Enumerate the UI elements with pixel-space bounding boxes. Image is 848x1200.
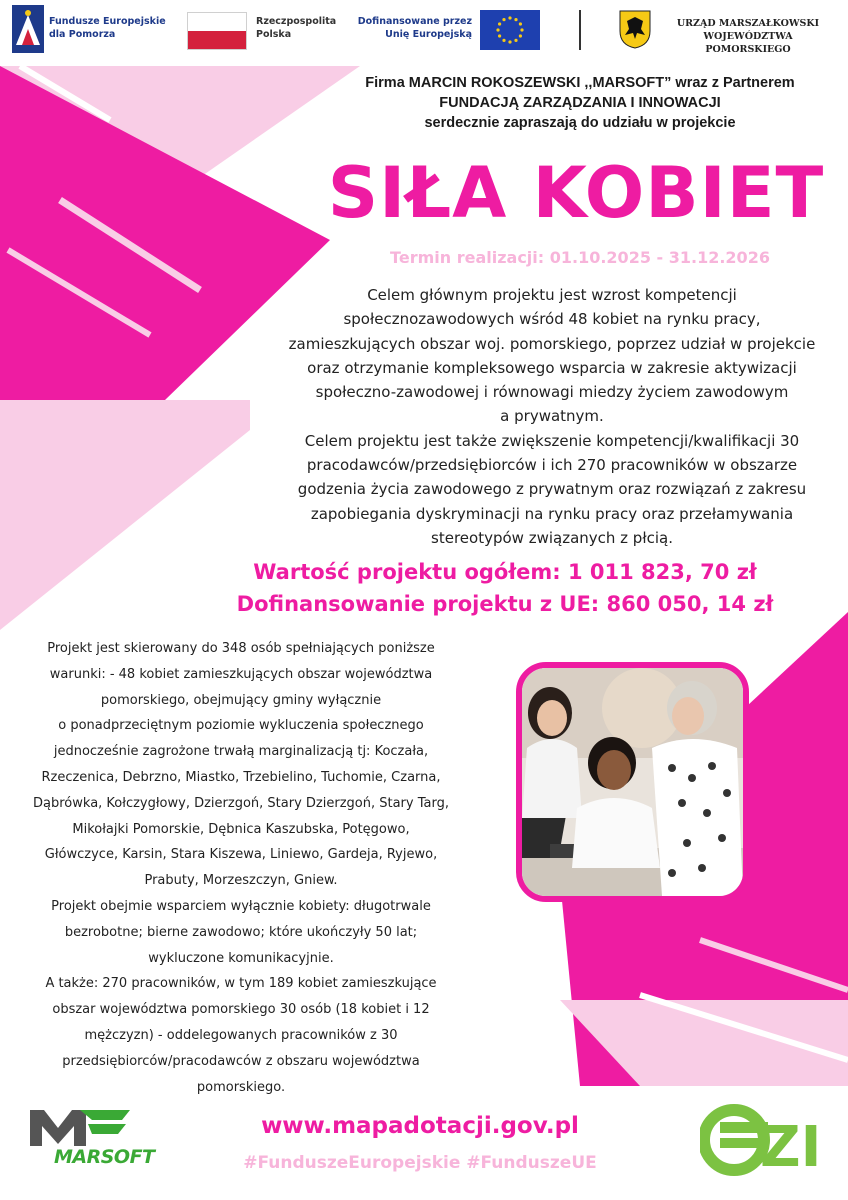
website-url[interactable]: www.mapadotacji.gov.pl xyxy=(261,1113,579,1139)
details-line: Dąbrówka, Kołczygłowy, Dzierzgoń, Stary Dzierzgoń, Stary Targ, xyxy=(33,795,449,811)
marshal-office-line2: WOJEWÓDZTWA POMORSKIEGO xyxy=(703,31,793,55)
poland-line2: Polska xyxy=(256,29,292,40)
logo-bar xyxy=(0,0,848,66)
eu-funds-line2: dla Pomorza xyxy=(49,29,116,40)
eu-cofinanced-text xyxy=(356,15,472,41)
goal-line: zamieszkujących obszar woj. pomorskiego, poprzez udział w projekcie xyxy=(288,334,816,353)
eu-funds-line1: Fundusze Europejskie xyxy=(49,16,166,27)
intro-line3: serdecznie zapraszają do udziału w projekcie xyxy=(424,115,736,131)
eu-flag-icon xyxy=(480,10,540,50)
project-details xyxy=(8,636,474,1100)
marshal-office-line1: URZĄD MARSZAŁKOWSKI xyxy=(676,18,820,29)
intro-text xyxy=(320,73,840,133)
goal-line: oraz otrzymanie kompleksowego wsparcia w zakresie aktywizacji xyxy=(307,358,797,377)
goal-line: godzenia życia zawodowego z prywatnym oraz rozwiązań z zakresu xyxy=(297,480,807,499)
eu-funds-logo-text xyxy=(49,15,166,41)
details-line: Prabuty, Morzeszczyn, Gniew. xyxy=(144,873,338,889)
poland-logo-text xyxy=(256,15,336,41)
eu-cofinanced-line1: Dofinansowane przez xyxy=(357,16,472,27)
goal-line: stereotypów związanych z płcią. xyxy=(431,528,673,547)
goal-line: zapobiegania dyskryminacji na rynku pracy oraz przełamywania xyxy=(310,504,794,523)
photo-illustration xyxy=(522,668,743,896)
details-line: pomorskiego, obejmujący gminy wyłącznie xyxy=(100,692,382,708)
goal-line: a prywatnym. xyxy=(500,407,604,426)
poland-line1: Rzeczpospolita xyxy=(256,16,337,27)
details-line: przedsiębiorców/pracodawców z obszaru województwa xyxy=(62,1053,420,1069)
goal-line: społecznozawodowych wśród 48 kobiet na rynku pracy, xyxy=(343,310,761,329)
details-line: Mikołajki Pomorskie, Dębnica Kaszubska, Potęgowo, xyxy=(72,821,410,837)
details-line: Rzeczenica, Debrzno, Miastko, Trzebielino, Tuchomie, Czarna, xyxy=(41,769,441,785)
details-line: A także: 270 pracowników, w tym 189 kobiet zamieszkujące xyxy=(45,976,437,992)
eu-funding-value: Dofinansowanie projektu z UE: 860 050, 14 zł xyxy=(236,592,774,616)
women-photo xyxy=(516,662,749,902)
poland-flag-icon xyxy=(187,12,247,50)
details-line: bezrobotne; bierne zawodowo; które ukończyły 50 lat; xyxy=(64,924,418,940)
details-line: pomorskiego. xyxy=(196,1079,286,1095)
project-title: SIŁA KOBIET xyxy=(327,152,825,234)
total-value: Wartość projektu ogółem: 1 011 823, 70 zł xyxy=(253,560,757,584)
details-line: o ponadprzeciętnym poziomie wykluczenia społecznego xyxy=(58,718,424,734)
eu-funds-logo-icon xyxy=(12,5,44,53)
goal-line: Celem projektu jest także zwiększenie kompetencji/kwalifikacji 30 xyxy=(304,431,800,450)
details-line: Główczyce, Karsin, Stara Kiszewa, Liniewo, Gardeja, Ryjewo, xyxy=(44,847,438,863)
fzi-logo-text: ZI xyxy=(760,1115,822,1176)
details-line: obszar województwa pomorskiego 30 osób (18 kobiet i 12 xyxy=(52,1002,430,1018)
intro-line2: FUNDACJĄ ZARZĄDZANIA I INNOWACJI xyxy=(439,95,721,111)
project-values xyxy=(195,556,815,620)
marsoft-logo-icon xyxy=(30,1102,140,1150)
eu-cofinanced-line2: Unię Europejską xyxy=(385,29,472,40)
goal-line: Celem głównym projektu jest wzrost kompetencji xyxy=(367,286,737,304)
hashtags: #FunduszeEuropejskie #FunduszeUE xyxy=(243,1153,597,1173)
fzi-logo-icon xyxy=(700,1104,828,1176)
project-goal xyxy=(262,283,842,550)
intro-line1: Firma MARCIN ROKOSZEWSKI ,,MARSOFT” wraz z Partnerem xyxy=(365,75,795,91)
logo-divider xyxy=(579,10,581,50)
goal-line: społeczno-zawodowej i równowagi miedzy życiem zawodowym xyxy=(315,383,789,402)
project-term: Termin realizacji: 01.10.2025 - 31.12.2026 xyxy=(390,248,770,267)
details-line: Projekt obejmie wsparciem wyłącznie kobiety: długotrwale xyxy=(51,898,431,914)
details-line: jednocześnie zagrożone trwałą marginalizacją tj: Koczała, xyxy=(53,744,429,760)
details-line: wykluczone komunikacyjnie. xyxy=(148,950,334,966)
marsoft-logo-text: MARSOFT xyxy=(54,1146,155,1168)
details-line: Projekt jest skierowany do 348 osób spełniających poniższe xyxy=(47,641,435,656)
pomorskie-emblem-icon xyxy=(618,9,652,49)
details-line: mężczyzn) - oddelegowanych pracowników z 30 xyxy=(84,1027,398,1043)
details-line: warunki: - 48 kobiet zamieszkujących obszar województwa xyxy=(49,666,433,682)
marshal-office-text xyxy=(660,17,836,56)
goal-line: pracodawców/przedsiębiorców i ich 270 pracowników w obszarze xyxy=(306,456,798,475)
